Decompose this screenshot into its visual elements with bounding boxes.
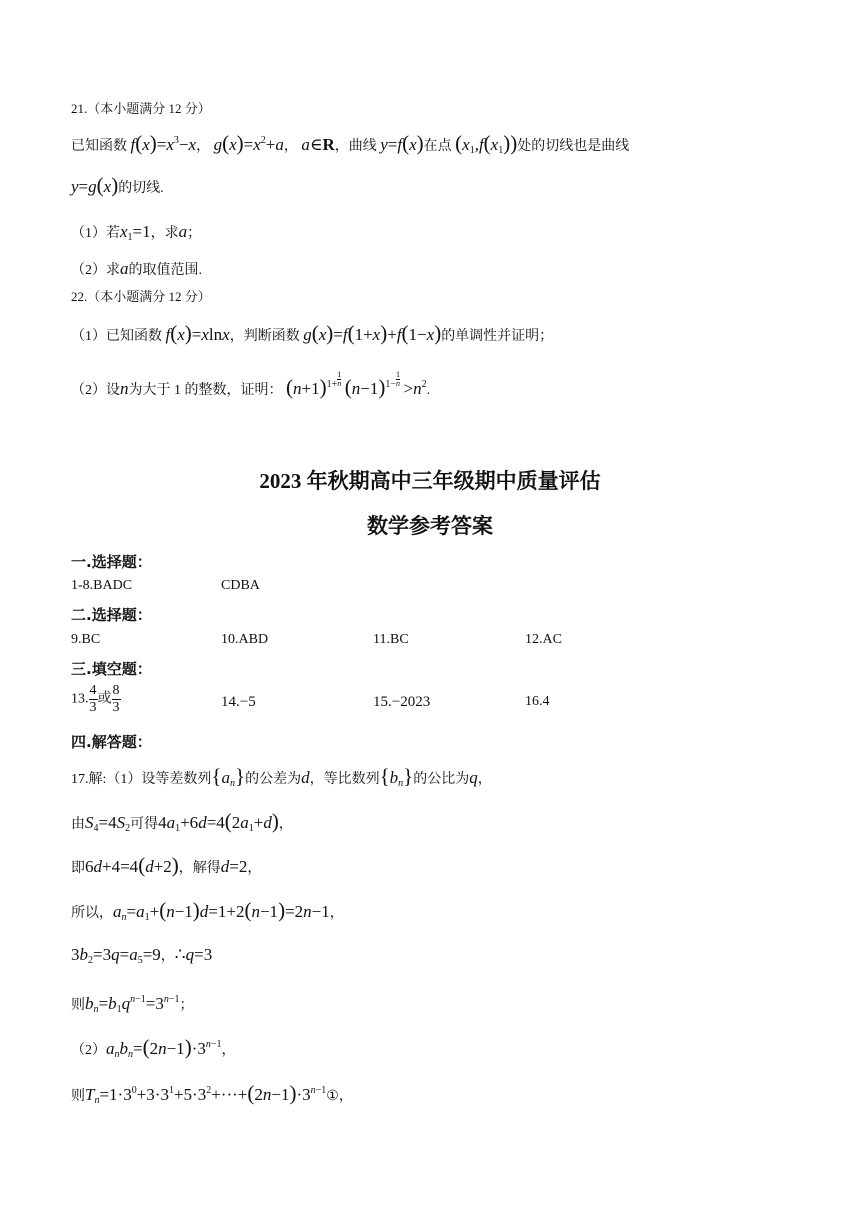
q21-part2: （2）求a的取值范围. [71, 259, 202, 278]
q22-header: 22.（本小题满分 12 分） [71, 289, 211, 304]
q17-line6: 则$b_n=b_1q^{n-1}=3^{n-1}$； [71, 994, 194, 1015]
q21-stem-line1: 已知函数 $f(x)=x^3-x$， $g(x)=x^2+a$， a∈R，曲线 y=f(x)在点 $(x_1,f(x_1))$处的切线也是曲线 [71, 131, 630, 156]
section-solutions: 四.解答题： [71, 733, 152, 751]
answer-12: 12.AC [525, 632, 562, 647]
answer-11: 11.BC [373, 632, 409, 647]
section-fill-in: 三.填空题： [71, 660, 152, 678]
q21-stem-line2: y=g(x)的切线. [71, 173, 164, 197]
answer-14: 14.−5 [221, 694, 256, 710]
q17-line4: 所以，$a_n=a_1+(n-1)d=1+2(n-1)=2n-1$， [71, 898, 344, 923]
q17-line8: 则$T_n=1\cdot 3^0+3\cdot 3^1+5\cdot 3^2+\cdot\cdot\cdot+(2n-1)\cdot 3^{n-1}①$， [71, 1081, 353, 1106]
q21-header: 21.（本小题满分 12 分） [71, 101, 211, 116]
answer-title: 2023 年秋期高中三年级期中质量评估 [259, 469, 601, 493]
q17-line5: $3b_2=3q=a_5=9$，∴q=3 [71, 945, 213, 966]
q17-line2: 由$S_4=4S_2$可得$4a_1+6d=4(2a_1+d)$， [71, 809, 293, 834]
answer-9: 9.BC [71, 632, 101, 647]
q21-part1: （1）若$x_1=1$，求a； [71, 222, 202, 243]
q17-line7: $(2)a_nb_n=(2n-1)\cdot 3^{n-1}$， [71, 1035, 236, 1060]
answer-10: 10.ABD [221, 632, 269, 647]
q22-part2: （2）设n为大于 1 的整数，证明： $(n+1)^{1+}$ $\frac{1}{n} (n-1)^{1-}$ $\frac{1}{n} >n^2$. [71, 370, 431, 399]
section-multiple-choice-2: 二.选择题： [71, 606, 152, 624]
answer-15: 15.−2023 [373, 694, 431, 710]
answer-5-8: CDBA [221, 578, 260, 593]
answer-subtitle: 数学参考答案 [367, 514, 493, 538]
q17-line3: 即6d+4=4(d+2)，解得d=2， [71, 853, 262, 877]
answer-16: 16.4 [525, 694, 550, 709]
answer-13: 13. $\frac{4}{3}$ 或 $\frac{8}{3}$ [71, 683, 120, 715]
answer-1-4: 1-8.BADC [71, 578, 133, 593]
q22-part1: （1）已知函数 f(x)=xlnx，判断函数 g(x)=f(1+x)+f(1−x)的单调性并证明； [71, 321, 554, 345]
section-multiple-choice-1: 一.选择题： [71, 553, 152, 571]
q17-line1: 17.解:（1）设等差数列$\{a_n\}$的公差为d，等比数列$\{b_n\}$的公比为q， [71, 764, 492, 789]
